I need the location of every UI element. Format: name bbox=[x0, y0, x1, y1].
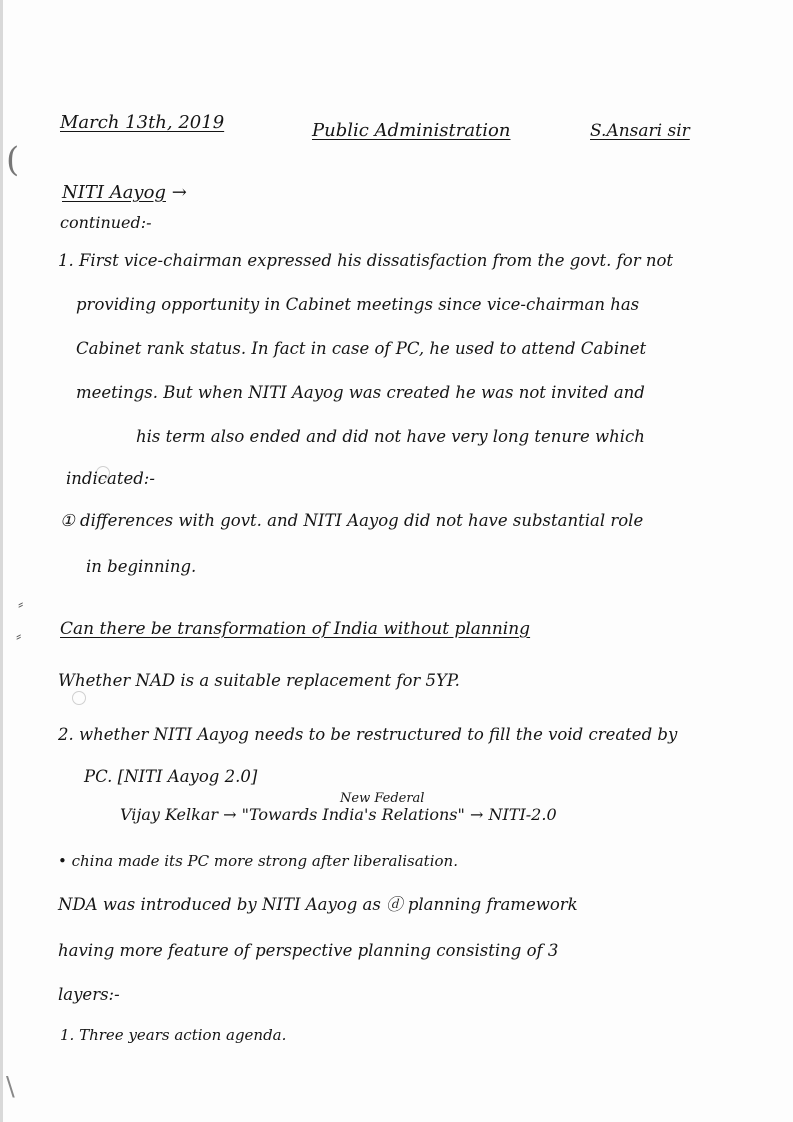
margin-corner-mark: \ bbox=[6, 1072, 15, 1102]
kelkar-line: Vijay Kelkar → "Towards India's Relations" → NITI-2.0 bbox=[120, 805, 557, 824]
nda-line: layers:- bbox=[58, 985, 120, 1004]
point1-line: meetings. But when NITI Aayog was created he was not invited and bbox=[76, 383, 645, 402]
section-heading: Can there be transformation of India without planning bbox=[60, 619, 531, 639]
margin-bracket-mark: ( bbox=[6, 140, 20, 180]
point1-sub-line: in beginning. bbox=[86, 557, 197, 576]
page-edge bbox=[0, 0, 3, 1122]
nda-line: having more feature of perspective planning consisting of 3 bbox=[58, 941, 559, 960]
topic-title: NITI Aayog bbox=[62, 182, 166, 203]
layer-item: 1. Three years action agenda. bbox=[60, 1026, 287, 1044]
question-line: Whether NAD is a suitable replacement for 5YP. bbox=[58, 671, 460, 690]
subject-heading: Public Administration bbox=[312, 120, 511, 141]
kelkar-annotation: New Federal bbox=[340, 791, 425, 806]
point1-line: 1. First vice-chairman expressed his dissatisfaction from the govt. for not bbox=[58, 251, 674, 270]
nda-line: NDA was introduced by NITI Aayog as ⓓ planning framework bbox=[58, 895, 578, 914]
point1-line: indicated:- bbox=[66, 469, 155, 488]
margin-tick-mark: ⸗ bbox=[16, 626, 22, 645]
point2-line: PC. [NITI Aayog 2.0] bbox=[84, 767, 258, 786]
point2-line: 2. whether NITI Aayog needs to be restructured to fill the void created by bbox=[58, 725, 678, 744]
continued-label: continued:- bbox=[60, 213, 152, 232]
point1-line: providing opportunity in Cabinet meetings since vice-chairman has bbox=[76, 295, 640, 314]
point1-line: his term also ended and did not have very long tenure which bbox=[136, 427, 645, 446]
date-heading: March 13th, 2019 bbox=[60, 112, 225, 133]
punch-hole bbox=[72, 691, 86, 705]
point1-line: Cabinet rank status. In fact in case of PC, he used to attend Cabinet bbox=[76, 339, 647, 358]
point1-sub-line: ① differences with govt. and NITI Aayog did not have substantial role bbox=[60, 511, 644, 530]
author-heading: S.Ansari sir bbox=[590, 121, 690, 141]
china-note: • china made its PC more strong after liberalisation. bbox=[58, 852, 458, 870]
topic-title-row bbox=[62, 182, 187, 204]
margin-tick-mark: ⸗ bbox=[18, 594, 24, 613]
arrow-icon: → bbox=[171, 182, 187, 203]
